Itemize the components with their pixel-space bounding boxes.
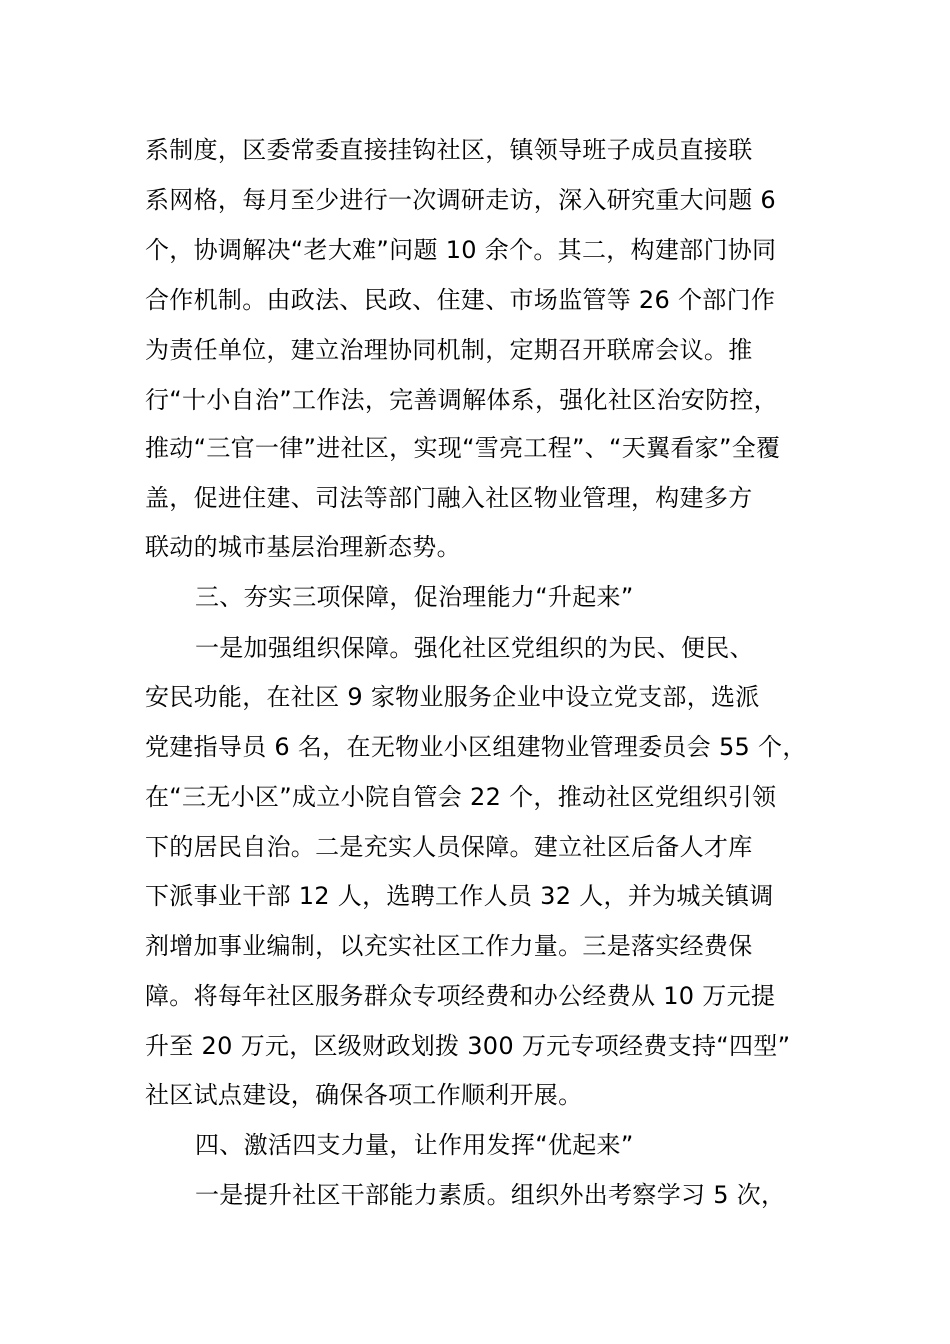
text-line: 盖，促进住建、司法等部门融入社区物业管理，构建多方 <box>145 484 753 512</box>
text-line: 一是提升社区干部能力素质。组织外出考察学习 5 次， <box>195 1181 786 1209</box>
text-line: 升至 20 万元，区级财政划拨 300 万元专项经费支持“四型” <box>145 1032 791 1060</box>
text-line: 联动的城市基层治理新态势。 <box>145 533 461 561</box>
text-line: 党建指导员 6 名，在无物业小区组建物业管理委员会 55 个， <box>145 733 807 761</box>
text-line: 一是加强组织保障。强化社区党组织的为民、便民、 <box>195 634 754 662</box>
text-line: 剂增加事业编制，以充实社区工作力量。三是落实经费保 <box>145 932 753 960</box>
text-line: 障。将每年社区服务群众专项经费和办公经费从 10 万元提 <box>145 982 776 1010</box>
text-line: 合作机制。由政法、民政、住建、市场监管等 26 个部门作 <box>145 286 776 314</box>
text-line: 系网格，每月至少进行一次调研走访，深入研究重大问题 6 <box>145 186 776 214</box>
text-line: 下的居民自治。二是充实人员保障。建立社区后备人才库 <box>145 833 753 861</box>
section-heading: 三、夯实三项保障，促治理能力“升起来” <box>195 583 634 611</box>
text-line: 个，协调解决“老大难”问题 10 余个。其二，构建部门协同 <box>145 236 777 264</box>
text-line: 系制度，区委常委直接挂钩社区，镇领导班子成员直接联 <box>145 136 753 164</box>
text-line: 安民功能，在社区 9 家物业服务企业中设立党支部，选派 <box>145 683 760 711</box>
text-line: 为责任单位，建立治理协同机制，定期召开联席会议。推 <box>145 336 753 364</box>
text-line: 社区试点建设，确保各项工作顺利开展。 <box>145 1081 583 1109</box>
section-heading: 四、激活四支力量，让作用发挥“优起来” <box>195 1131 634 1159</box>
text-line: 在“三无小区”成立小院自管会 22 个，推动社区党组织引领 <box>145 783 777 811</box>
text-line: 行“十小自治”工作法，完善调解体系，强化社区治安防控， <box>145 386 778 414</box>
text-line: 下派事业干部 12 人，选聘工作人员 32 人，并为城关镇调 <box>145 882 774 910</box>
text-line: 推动“三官一律”进社区，实现“雪亮工程”、“天翼看家”全覆 <box>145 434 781 462</box>
